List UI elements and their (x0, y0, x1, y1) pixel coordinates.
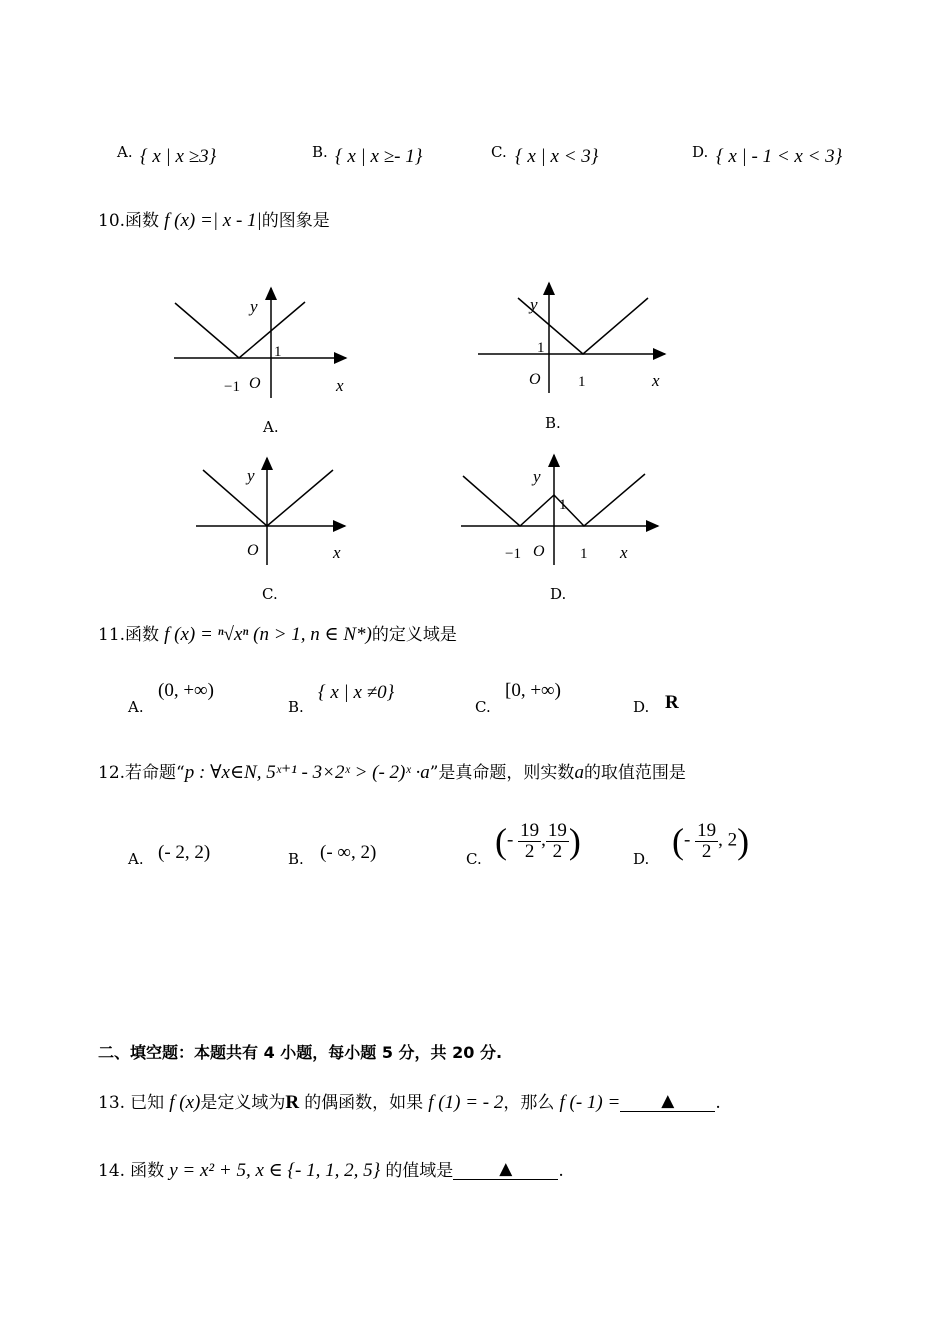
q13-expr-4: f (- 1) = (559, 1092, 621, 1113)
q12-option-b-label: B. (288, 850, 304, 868)
q9-option-b-expr: { x | x ≥- 1} (335, 146, 423, 167)
q13-text-3: 的偶函数，如果 (304, 1093, 424, 1113)
q9-option-a-label: A. (117, 143, 133, 161)
q9-option-c-label: C. (491, 143, 507, 161)
q14-expr: y = x² + 5, x ∈ {- 1, 1, 2, 5} (169, 1160, 381, 1181)
q12-option-b-expr: (- ∞, 2) (320, 842, 377, 863)
origin-label: O (529, 371, 541, 388)
origin-label: O (249, 375, 261, 392)
y-label: y (530, 295, 538, 314)
q12-prefix: 若命题“ (125, 763, 185, 783)
q12-middle: ”是真命题，则实数 (429, 763, 575, 783)
x-label: x (652, 371, 660, 390)
q10-graph-d (458, 452, 663, 570)
section-heading: 二、填空题：本题共有 4 小题，每小题 5 分，共 20 分. (98, 1043, 503, 1062)
y-label: y (250, 297, 258, 316)
q13-expr-2: R (285, 1092, 300, 1113)
triangle-icon: ▲ (499, 1159, 513, 1179)
tick-y: 1 (537, 340, 545, 356)
q12-option-a-label: A. (128, 850, 144, 868)
q11-option-b-expr: { x | x ≠0} (318, 682, 395, 703)
q14-text-1: 函数 (130, 1161, 165, 1181)
q14-number: 14. (98, 1161, 126, 1181)
q11-option-a-label: A. (128, 698, 144, 716)
q10-graph-d-caption: D. (550, 585, 567, 603)
q10-suffix: 的图象是 (261, 211, 330, 231)
tick-x: −1 (224, 379, 240, 395)
q10-stem (98, 206, 330, 232)
q10-graph-c-caption: C. (262, 585, 278, 603)
q13-expr-3: f (1) = - 2 (428, 1092, 504, 1113)
x-label: x (336, 376, 344, 395)
q14-end: . (558, 1161, 564, 1181)
q11-option-a-expr: (0, +∞) (158, 680, 214, 701)
q11-option-d-label: D. (633, 698, 650, 716)
q11-prefix: 函数 (125, 625, 160, 645)
q12-option-c-label: C. (466, 850, 482, 868)
tick-x: 1 (578, 374, 586, 390)
q10-graph-a (170, 285, 360, 405)
q12-number: 12. (98, 763, 126, 783)
origin-label: O (533, 543, 545, 560)
q13-end: . (715, 1093, 721, 1113)
q11-option-b-label: B. (288, 698, 304, 716)
q14-stem (98, 1156, 564, 1182)
q9-option-d-expr: { x | - 1 < x < 3} (716, 146, 843, 167)
q10-number: 10. (98, 211, 126, 231)
origin-label: O (247, 542, 259, 559)
q12-var: a (574, 762, 584, 783)
q10-prefix: 函数 (125, 211, 160, 231)
q11-suffix: 的定义域是 (371, 625, 457, 645)
q9-option-d-label: D. (692, 143, 709, 161)
x-label: x (333, 543, 341, 562)
q12-expr: p : ∀x∈N, 5ˣ⁺¹ - 3×2ˣ > (- 2)ˣ ·a (184, 762, 430, 783)
q13-stem (98, 1088, 721, 1114)
q14-answer-blank (453, 1159, 558, 1180)
q13-answer-blank (620, 1091, 715, 1112)
y-label: y (533, 467, 541, 486)
q13-number: 13. (98, 1093, 126, 1113)
y-label: y (247, 466, 255, 485)
q10-graph-b-caption: B. (545, 414, 561, 432)
q12-suffix: 的取值范围是 (583, 763, 686, 783)
q10-graph-a-caption: A. (263, 418, 279, 436)
graph-line (203, 470, 333, 526)
q13-text-4: ，那么 (503, 1093, 555, 1113)
q9-option-c-expr: { x | x < 3} (515, 146, 599, 167)
q9-option-b-label: B. (312, 143, 328, 161)
q12-option-a-expr: (- 2, 2) (158, 842, 211, 863)
q9-option-a-expr: { x | x ≥3} (140, 146, 217, 167)
tick-y: 1 (559, 497, 567, 513)
q11-option-d-expr: R (665, 692, 679, 713)
q13-text-1: 已知 (130, 1093, 165, 1113)
q13-text-2: 是定义域为 (200, 1093, 286, 1113)
tick-x-neg: −1 (505, 546, 521, 562)
q12-stem (98, 758, 686, 784)
q10-graph-b (475, 280, 675, 400)
tick-x-pos: 1 (580, 546, 588, 562)
q11-option-c-expr: [0, +∞) (505, 680, 561, 701)
q11-number: 11. (98, 625, 126, 645)
x-label: x (620, 543, 628, 562)
q14-text-2: 的值域是 (385, 1161, 454, 1181)
q12-option-d-expr: (- $\frac{19}{2}$ , 2) (672, 819, 750, 862)
triangle-icon: ▲ (661, 1091, 675, 1111)
q10-graph-c (193, 455, 358, 570)
q11-option-c-label: C. (475, 698, 491, 716)
q10-expr: f (x) =| x - 1| (164, 210, 262, 231)
q13-expr-1: f (x) (169, 1092, 201, 1113)
q12-option-d-label: D. (633, 850, 650, 868)
tick-y: 1 (274, 344, 282, 360)
q12-option-c-expr: (- $\frac{19}{2}$ , $\frac{19}{2}$ ) (495, 819, 581, 862)
q11-stem (98, 620, 457, 646)
graph-line (175, 302, 305, 358)
q11-expr: f (x) = ⁿ√xⁿ (n > 1, n ∈ N*) (164, 624, 372, 645)
